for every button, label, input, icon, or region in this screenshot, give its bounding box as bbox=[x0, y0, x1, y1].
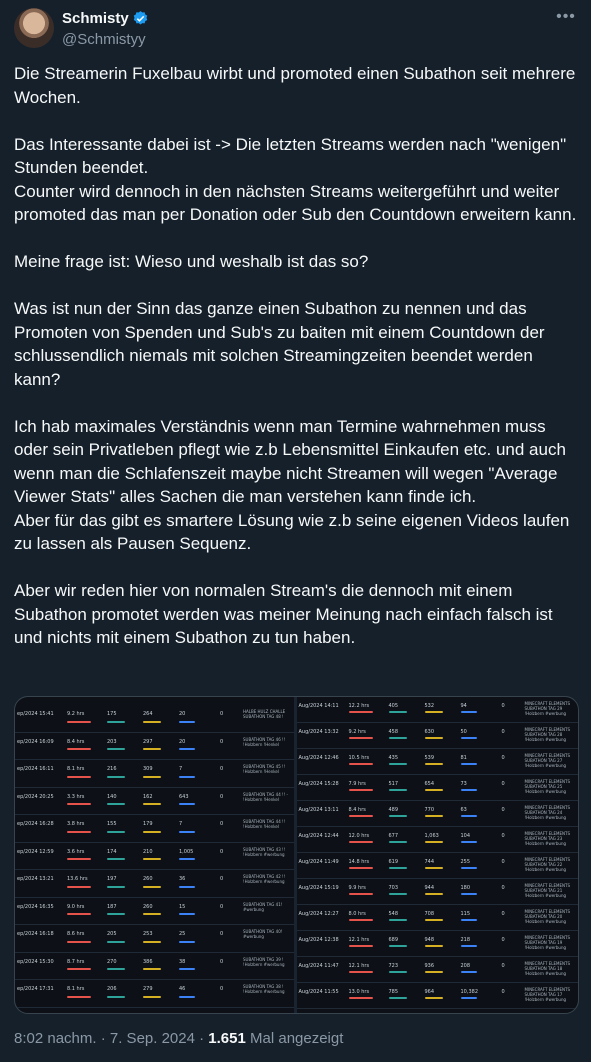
stats-bar bbox=[349, 763, 373, 765]
stats-bar bbox=[67, 996, 91, 998]
stats-bar bbox=[425, 789, 443, 791]
stats-date: ep/2024 20:25 bbox=[17, 793, 54, 800]
stats-avg-viewers: 548 bbox=[388, 911, 399, 917]
stats-followers: 208 bbox=[460, 963, 471, 969]
stats-avg-viewers: 140 bbox=[107, 793, 117, 800]
stats-date: Aug/2024 12:46 bbox=[298, 755, 339, 761]
stats-bar bbox=[107, 941, 125, 943]
stats-bar bbox=[143, 968, 161, 970]
stats-bar bbox=[389, 945, 407, 947]
stats-row bbox=[15, 925, 294, 953]
stats-peak-viewers: 260 bbox=[143, 903, 153, 910]
stats-views: 0 bbox=[220, 903, 224, 910]
stats-bar bbox=[67, 748, 91, 750]
stats-bar bbox=[107, 748, 125, 750]
stats-bar bbox=[425, 919, 443, 921]
stats-bar bbox=[389, 763, 407, 765]
stats-bar bbox=[179, 803, 195, 805]
stats-bar bbox=[179, 913, 195, 915]
stats-views: 0 bbox=[220, 931, 224, 937]
stats-avg-viewers: 689 bbox=[388, 937, 399, 943]
more-options-icon[interactable]: ••• bbox=[556, 8, 576, 25]
stats-avg-viewers: 785 bbox=[388, 989, 399, 995]
stats-duration: 9.2 hrs bbox=[348, 729, 366, 735]
stats-row bbox=[15, 870, 294, 898]
stream-title: SUBATHON TAG 40! #werbung bbox=[243, 929, 283, 939]
stats-duration: 12.1 hrs bbox=[348, 963, 370, 969]
stats-bar bbox=[389, 841, 407, 843]
stats-avg-viewers: 517 bbox=[388, 781, 399, 787]
stats-peak-viewers: 253 bbox=[143, 931, 153, 937]
stats-bar bbox=[389, 867, 407, 869]
stats-views: 0 bbox=[501, 807, 505, 813]
stats-bar bbox=[349, 919, 373, 921]
stats-views: 0 bbox=[220, 766, 224, 772]
stats-date: ep/2024 17:31 bbox=[17, 986, 54, 992]
stats-row bbox=[15, 788, 294, 816]
stats-followers: 104 bbox=[460, 833, 471, 839]
stats-bar bbox=[389, 711, 407, 713]
tweet-media-image[interactable] bbox=[14, 696, 579, 1014]
stream-title: HALBE HULZ CHALLE SUBATHON TAG 48 ! bbox=[243, 709, 286, 719]
stats-bar bbox=[461, 711, 477, 713]
stats-bar bbox=[389, 919, 407, 921]
stats-date: Aug/2024 15:19 bbox=[298, 885, 339, 891]
stream-title: MINECRAFT ELEMENTS SUBATHON TAG 28 !Holzbern #werbung bbox=[524, 727, 570, 742]
stats-bar bbox=[349, 737, 373, 739]
stats-date: ep/2024 16:28 bbox=[17, 821, 54, 827]
avatar[interactable] bbox=[14, 8, 54, 48]
stats-bar bbox=[67, 721, 91, 723]
stats-date: ep/2024 16:18 bbox=[17, 931, 54, 937]
view-count-label: Mal angezeigt bbox=[245, 1030, 344, 1047]
stats-date: ep/2024 13:21 bbox=[17, 876, 54, 882]
stats-bar bbox=[107, 803, 125, 805]
stats-date: Aug/2024 13:32 bbox=[298, 729, 339, 735]
stats-bar bbox=[107, 721, 125, 723]
stats-date: ep/2024 16:35 bbox=[17, 903, 54, 910]
stats-avg-viewers: 677 bbox=[388, 833, 399, 839]
stats-duration: 14.8 hrs bbox=[348, 859, 370, 865]
stats-avg-viewers: 703 bbox=[388, 885, 399, 891]
stats-bar bbox=[107, 776, 125, 778]
stats-followers: 255 bbox=[460, 859, 471, 865]
stats-row bbox=[15, 760, 294, 788]
stream-title: SUBATHON TAG 42 !! !Holzbern #werbung bbox=[243, 874, 286, 884]
stats-bar bbox=[425, 945, 443, 947]
stats-bar bbox=[425, 711, 443, 713]
stats-views: 0 bbox=[501, 937, 505, 943]
stats-duration: 8.7 hrs bbox=[67, 958, 85, 965]
stats-views: 0 bbox=[220, 876, 224, 882]
stats-bar bbox=[143, 886, 161, 888]
stats-bar bbox=[67, 858, 91, 860]
stats-followers: 73 bbox=[460, 781, 467, 787]
stats-date: Aug/2024 11:47 bbox=[298, 963, 339, 969]
stats-bar bbox=[425, 997, 443, 999]
stats-bar bbox=[143, 721, 161, 723]
stats-bar bbox=[179, 941, 195, 943]
stats-bar bbox=[349, 893, 373, 895]
stats-bar bbox=[67, 776, 91, 778]
stats-bar bbox=[179, 886, 195, 888]
stats-duration: 8.1 hrs bbox=[67, 986, 85, 992]
stats-peak-viewers: 744 bbox=[424, 859, 435, 865]
stats-bar bbox=[179, 721, 195, 723]
stats-bar bbox=[389, 997, 407, 999]
stats-avg-viewers: 174 bbox=[107, 848, 117, 855]
stats-views: 0 bbox=[501, 729, 505, 735]
stats-date: Aug/2024 11:49 bbox=[298, 859, 339, 865]
stats-avg-viewers: 187 bbox=[107, 903, 117, 910]
stats-bar bbox=[67, 968, 91, 970]
stats-followers: 7 bbox=[179, 821, 183, 827]
stats-peak-viewers: 964 bbox=[424, 989, 435, 995]
stats-peak-viewers: 708 bbox=[424, 911, 435, 917]
stats-followers: 643 bbox=[179, 793, 189, 800]
stats-bar bbox=[179, 831, 195, 833]
stats-peak-viewers: 944 bbox=[424, 885, 435, 891]
stats-followers: 7 bbox=[179, 766, 183, 772]
author-handle[interactable]: @Schmistyy bbox=[62, 31, 146, 48]
stats-bar bbox=[389, 815, 407, 817]
stats-views: 0 bbox=[220, 986, 224, 992]
stats-peak-viewers: 210 bbox=[143, 848, 153, 855]
stream-title: MINECRAFT ELEMENTS SUBATHON TAG 25 !Holzbern #werbung bbox=[524, 779, 570, 794]
stats-peak-viewers: 386 bbox=[143, 958, 153, 965]
stats-bar bbox=[461, 893, 477, 895]
stats-date: Aug/2024 14:11 bbox=[298, 703, 339, 709]
stats-peak-viewers: 770 bbox=[424, 807, 435, 813]
stats-avg-viewers: 205 bbox=[107, 931, 117, 937]
stats-bar bbox=[461, 815, 477, 817]
stats-bar bbox=[389, 971, 407, 973]
stream-title: SUBATHON TAG 45 !! !Holzbern !Henkel bbox=[243, 764, 286, 774]
stream-title: SUBATHON TAG 46 !! !Holzbern !Henkel bbox=[243, 736, 286, 747]
stats-date: ep/2024 16:09 bbox=[17, 738, 54, 745]
stream-title: MINECRAFT ELEMENTS SUBATHON TAG 27 !Holzbern #werbung bbox=[524, 753, 570, 768]
stats-date: ep/2024 16:11 bbox=[17, 766, 54, 772]
stats-peak-viewers: 539 bbox=[424, 755, 435, 761]
stats-followers: 50 bbox=[460, 729, 467, 735]
stats-avg-viewers: 405 bbox=[388, 703, 399, 709]
stream-title: MINECRAFT ELEMENTS SUBATHON TAG 21 !Holzbern #werbung bbox=[524, 883, 570, 898]
stats-bar bbox=[67, 941, 91, 943]
stats-row bbox=[15, 953, 294, 981]
stats-views: 0 bbox=[220, 793, 224, 800]
stats-views: 0 bbox=[501, 833, 505, 839]
stats-row bbox=[15, 733, 294, 761]
stats-bar bbox=[349, 867, 373, 869]
stats-bar bbox=[67, 913, 91, 915]
view-count: 1.651 bbox=[208, 1030, 246, 1047]
stats-row bbox=[15, 898, 294, 926]
stats-bar bbox=[179, 776, 195, 778]
stats-bar bbox=[425, 893, 443, 895]
stats-duration: 12.0 hrs bbox=[348, 833, 370, 839]
stream-title: MINECRAFT ELEMENTS SUBATHON TAG 29 !Holzbern #werbung bbox=[524, 701, 570, 716]
stats-date: Aug/2024 12:38 bbox=[298, 937, 339, 943]
stats-bar bbox=[107, 996, 125, 998]
stats-duration: 9.2 hrs bbox=[67, 711, 85, 717]
display-name[interactable]: Schmisty bbox=[62, 10, 129, 27]
stats-bar bbox=[461, 919, 477, 921]
stats-bar bbox=[461, 789, 477, 791]
stats-row bbox=[297, 957, 579, 983]
stats-followers: 38 bbox=[179, 958, 186, 965]
stats-followers: 1,005 bbox=[179, 848, 194, 855]
stats-peak-viewers: 309 bbox=[143, 766, 153, 772]
stats-views: 0 bbox=[220, 738, 224, 745]
stats-bar bbox=[425, 763, 443, 765]
stats-row bbox=[15, 843, 294, 871]
verified-badge-icon bbox=[132, 10, 149, 27]
stats-followers: 20 bbox=[179, 711, 186, 717]
stats-bar bbox=[143, 748, 161, 750]
stats-avg-viewers: 175 bbox=[107, 711, 117, 717]
stats-row bbox=[297, 827, 579, 853]
author-name-row bbox=[62, 10, 149, 27]
stats-followers: 218 bbox=[460, 937, 471, 943]
stats-panel-left bbox=[15, 697, 297, 1013]
stats-duration: 3.8 hrs bbox=[67, 821, 85, 827]
stats-bar bbox=[143, 776, 161, 778]
stream-title: MINECRAFT ELEMENTS SUBATHON TAG 24 !Holzbern #werbung bbox=[524, 805, 570, 820]
stats-bar bbox=[461, 997, 477, 999]
stats-bar bbox=[349, 815, 373, 817]
stats-views: 0 bbox=[501, 703, 505, 709]
stats-views: 0 bbox=[220, 821, 224, 827]
stats-peak-viewers: 948 bbox=[424, 937, 435, 943]
tweet-header bbox=[14, 8, 577, 56]
stats-bar bbox=[425, 815, 443, 817]
stats-avg-viewers: 216 bbox=[107, 766, 117, 772]
stats-peak-viewers: 162 bbox=[143, 793, 153, 800]
stats-followers: 115 bbox=[460, 911, 471, 917]
stats-views: 0 bbox=[501, 781, 505, 787]
stream-title: SUBATHON TAG 43 !! !Holzbern #werbung bbox=[243, 846, 286, 857]
stats-peak-viewers: 260 bbox=[143, 876, 153, 882]
stats-row bbox=[297, 905, 579, 931]
stats-duration: 3.6 hrs bbox=[67, 848, 85, 855]
stats-duration: 10.5 hrs bbox=[348, 755, 370, 761]
stats-bar bbox=[107, 858, 125, 860]
stats-bar bbox=[179, 858, 195, 860]
stats-views: 0 bbox=[501, 963, 505, 969]
stats-bar bbox=[143, 831, 161, 833]
stats-bar bbox=[425, 971, 443, 973]
stats-bar bbox=[349, 945, 373, 947]
stats-bar bbox=[349, 789, 373, 791]
stats-duration: 12.1 hrs bbox=[348, 937, 370, 943]
stats-bar bbox=[349, 711, 373, 713]
stream-title: SUBATHON TAG 44 !! !Holzbern !Henkel bbox=[243, 819, 286, 829]
stats-bar bbox=[461, 971, 477, 973]
stats-followers: 10,382 bbox=[460, 989, 478, 995]
stats-peak-viewers: 179 bbox=[143, 821, 153, 827]
stats-avg-viewers: 203 bbox=[107, 738, 117, 745]
stream-title: MINECRAFT ELEMENTS SUBATHON TAG 23 !Holzbern #werbung bbox=[524, 831, 570, 846]
stats-duration: 13.6 hrs bbox=[67, 876, 88, 882]
stream-title: SUBATHON TAG 39 ! !Holzbern #werbung bbox=[243, 956, 285, 967]
stats-followers: 81 bbox=[460, 755, 467, 761]
stats-avg-viewers: 723 bbox=[388, 963, 399, 969]
stats-row bbox=[297, 931, 579, 957]
stats-bar bbox=[425, 867, 443, 869]
stats-views: 0 bbox=[220, 711, 224, 717]
stats-followers: 36 bbox=[179, 876, 186, 882]
stats-bar bbox=[461, 737, 477, 739]
stats-date: ep/2024 15:30 bbox=[17, 958, 54, 965]
stats-peak-viewers: 297 bbox=[143, 738, 153, 745]
stats-row bbox=[297, 801, 579, 827]
stream-title: MINECRAFT ELEMENTS SUBATHON TAG 19 !Holzbern #werbung bbox=[524, 935, 570, 950]
stats-bar bbox=[179, 996, 195, 998]
stats-bar bbox=[425, 841, 443, 843]
stats-duration: 8.4 hrs bbox=[67, 738, 85, 745]
stats-bar bbox=[107, 886, 125, 888]
stats-bar bbox=[143, 996, 161, 998]
stats-views: 0 bbox=[220, 848, 224, 855]
stats-bar bbox=[461, 945, 477, 947]
stats-peak-viewers: 532 bbox=[424, 703, 435, 709]
stats-views: 0 bbox=[220, 958, 224, 965]
stream-title: SUBATHON TAG 41! #werbung bbox=[243, 901, 283, 912]
stats-followers: 20 bbox=[179, 738, 186, 745]
stats-bar bbox=[461, 763, 477, 765]
stats-duration: 8.6 hrs bbox=[67, 931, 85, 937]
stats-views: 0 bbox=[501, 885, 505, 891]
stats-row bbox=[15, 705, 294, 733]
stats-bar bbox=[349, 997, 373, 999]
stats-panel-right bbox=[297, 697, 579, 1013]
stats-views: 0 bbox=[501, 755, 505, 761]
stream-title: SUBATHON TAG 44 !! - !Holzbern !Henkel bbox=[243, 791, 288, 802]
stats-bar bbox=[389, 893, 407, 895]
stats-duration: 7.9 hrs bbox=[348, 781, 366, 787]
stats-avg-viewers: 155 bbox=[107, 821, 117, 827]
stats-row bbox=[297, 879, 579, 905]
stats-bar bbox=[349, 841, 373, 843]
stats-bar bbox=[389, 789, 407, 791]
stats-peak-viewers: 630 bbox=[424, 729, 435, 735]
stats-date: ep/2024 15:41 bbox=[17, 711, 54, 717]
stats-duration: 13.0 hrs bbox=[348, 989, 370, 995]
stats-followers: 46 bbox=[179, 986, 186, 992]
stats-views: 0 bbox=[501, 911, 505, 917]
stats-row bbox=[297, 723, 579, 749]
stats-followers: 180 bbox=[460, 885, 471, 891]
stats-duration: 8.1 hrs bbox=[67, 766, 85, 772]
stats-date: Aug/2024 15:28 bbox=[298, 781, 339, 787]
stats-bar bbox=[425, 737, 443, 739]
stats-followers: 15 bbox=[179, 903, 186, 910]
stats-bar bbox=[67, 886, 91, 888]
stats-followers: 25 bbox=[179, 931, 186, 937]
stats-duration: 8.0 hrs bbox=[348, 911, 366, 917]
stats-duration: 9.0 hrs bbox=[67, 903, 85, 910]
stats-bar bbox=[461, 841, 477, 843]
stats-followers: 94 bbox=[460, 703, 467, 709]
stats-bar bbox=[107, 913, 125, 915]
stats-avg-viewers: 435 bbox=[388, 755, 399, 761]
stream-title: MINECRAFT ELEMENTS SUBATHON TAG 20 !Holzbern #werbung bbox=[524, 909, 570, 924]
stats-row bbox=[297, 775, 579, 801]
stats-views: 0 bbox=[501, 989, 505, 995]
stats-duration: 9.9 hrs bbox=[348, 885, 366, 891]
stats-row bbox=[297, 853, 579, 879]
stats-peak-viewers: 654 bbox=[424, 781, 435, 787]
stats-followers: 63 bbox=[460, 807, 467, 813]
stats-row bbox=[297, 983, 579, 1009]
tweet-text: Die Streamerin Fuxelbau wirbt und promoted einen Subathon seit mehrere Wochen. Das Interessante dabei ist -> Die letzten Streams werden nach "wenigen" Stunden beendet. Counter wird dennoch in den nächsten Streams weitergeführt und weiter promoted das man per Donation oder Sub den Countdown erweitern kann. Meine frage ist: Wieso und weshalb ist das so? Was ist nun der Sinn das ganze einen Subathon zu nennen und das Promoten von Spenden und Sub's zu baiten mit einem Countdown der schlussendlich niemals mit solchen Streamingzeiten beendet werden kann? Ich hab maximales Verständnis wenn man Termine wahrnehmen muss oder sein Privatleben pflegt wie z.b Lebensmittel Einkaufen etc. und auch wenn man die Schlafenszeit maybe nicht Streamen will wegen "Average Viewer Stats" alles Sachen die man verstehen kann finde ich. Aber für das gibt es smartere Lösung wie z.b seine eigenen Videos laufen zu lassen als Pausen Sequenz. Aber wir reden hier von normalen Stream's die dennoch mit einem Subathon promotet werden was meiner Meinung nach einfach falsch ist und nichts mit einem Subathon zu tun haben. bbox=[14, 64, 577, 647]
stats-avg-viewers: 206 bbox=[107, 986, 117, 992]
stats-bar bbox=[143, 941, 161, 943]
stream-title: MINECRAFT ELEMENTS SUBATHON TAG 17 !Holzbern #werbung bbox=[524, 987, 570, 1002]
stats-avg-viewers: 458 bbox=[388, 729, 399, 735]
stats-date: Aug/2024 12:44 bbox=[298, 833, 339, 839]
stats-bar bbox=[67, 803, 91, 805]
stats-bar bbox=[143, 913, 161, 915]
stats-duration: 3.3 hrs bbox=[67, 793, 85, 800]
stats-bar bbox=[349, 971, 373, 973]
stats-row bbox=[297, 749, 579, 775]
stats-peak-viewers: 279 bbox=[143, 986, 153, 992]
stats-date: Aug/2024 13:11 bbox=[298, 807, 339, 813]
stats-bar bbox=[461, 867, 477, 869]
stats-avg-viewers: 489 bbox=[388, 807, 399, 813]
stats-bar bbox=[107, 968, 125, 970]
stats-row bbox=[15, 815, 294, 843]
stats-bar bbox=[389, 737, 407, 739]
stats-bar bbox=[107, 831, 125, 833]
stats-row bbox=[15, 980, 294, 1008]
stream-title: MINECRAFT ELEMENTS SUBATHON TAG 22 !Holzbern #werbung bbox=[524, 857, 570, 872]
stats-row bbox=[297, 697, 579, 723]
stats-avg-viewers: 619 bbox=[388, 859, 399, 865]
stats-bar bbox=[67, 831, 91, 833]
tweet-timestamp[interactable]: 8:02 nachm. · 7. Sep. 2024 · bbox=[14, 1030, 209, 1047]
stats-peak-viewers: 264 bbox=[143, 711, 153, 717]
tweet-footer bbox=[14, 1030, 343, 1047]
stats-avg-viewers: 270 bbox=[107, 958, 117, 965]
stats-peak-viewers: 1,063 bbox=[424, 833, 439, 839]
stats-bar bbox=[143, 803, 161, 805]
stats-date: Aug/2024 11:55 bbox=[298, 989, 339, 995]
stream-title: MINECRAFT ELEMENTS SUBATHON TAG 18 !Holzbern #werbung bbox=[524, 961, 570, 976]
stats-bar bbox=[179, 968, 195, 970]
stats-views: 0 bbox=[501, 859, 505, 865]
stats-date: Aug/2024 12:27 bbox=[298, 911, 339, 917]
stats-avg-viewers: 197 bbox=[107, 876, 117, 882]
stats-duration: 8.4 hrs bbox=[348, 807, 366, 813]
stats-bar bbox=[143, 858, 161, 860]
stats-bar bbox=[179, 748, 195, 750]
stats-duration: 12.2 hrs bbox=[348, 703, 370, 709]
stats-date: ep/2024 12:59 bbox=[17, 848, 54, 855]
stats-peak-viewers: 936 bbox=[424, 963, 435, 969]
stream-title: SUBATHON TAG 38 ! !Holzbern #werbung bbox=[243, 984, 285, 994]
